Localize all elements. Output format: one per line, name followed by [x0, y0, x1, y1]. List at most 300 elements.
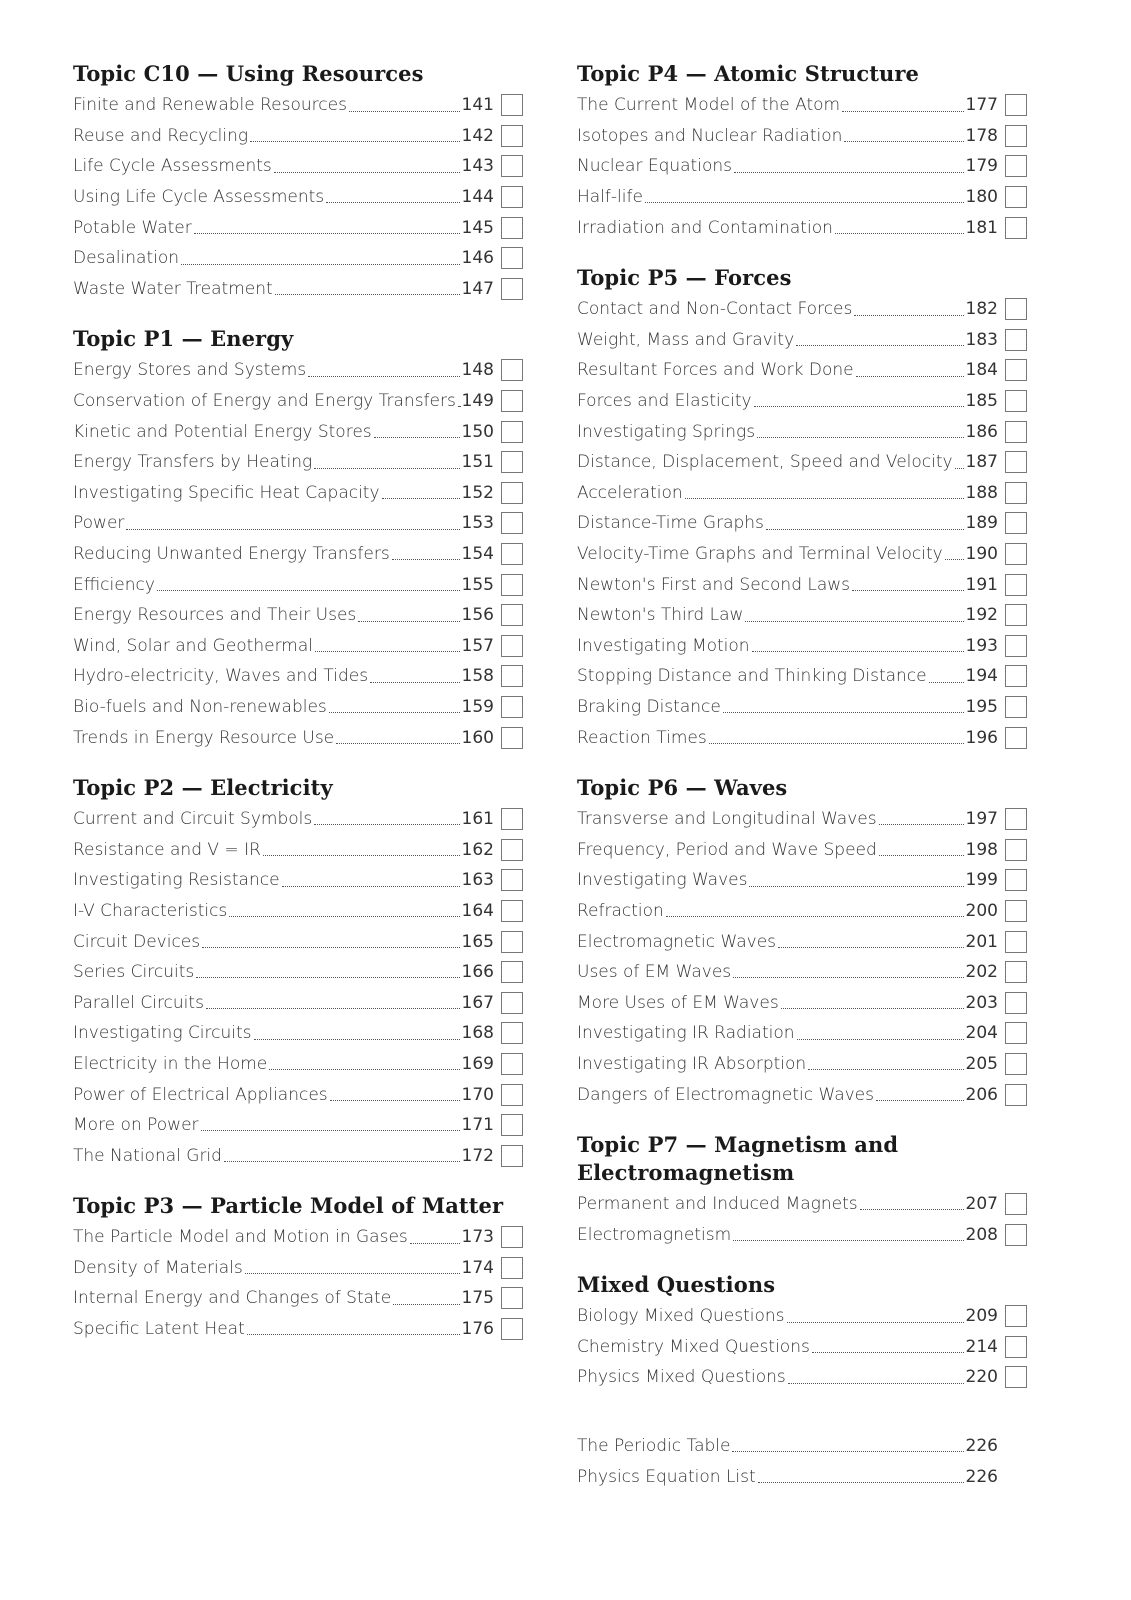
dot-leader — [382, 498, 460, 499]
entry-title: Life Cycle Assessments — [73, 156, 272, 177]
page-number: 189 — [965, 513, 998, 534]
dot-leader — [206, 1008, 460, 1009]
dot-leader — [392, 559, 460, 560]
dot-leader — [945, 559, 964, 560]
page-number: 202 — [965, 962, 998, 983]
progress-checkbox[interactable] — [1005, 727, 1027, 749]
topic-heading: Topic P2 — Electricity — [73, 774, 333, 800]
dot-leader — [749, 886, 963, 887]
progress-checkbox[interactable] — [501, 992, 523, 1014]
progress-checkbox[interactable] — [501, 512, 523, 534]
entry-title: Biology Mixed Questions — [577, 1306, 785, 1327]
progress-checkbox[interactable] — [1005, 1336, 1027, 1358]
progress-checkbox[interactable] — [501, 1084, 523, 1106]
entry-title: The National Grid — [73, 1145, 222, 1166]
dot-leader — [709, 743, 964, 744]
progress-checkbox[interactable] — [501, 1287, 523, 1309]
dot-leader — [194, 233, 460, 234]
progress-checkbox[interactable] — [1005, 604, 1027, 626]
dot-leader — [275, 294, 460, 295]
toc-entry — [577, 1332, 1027, 1363]
dot-leader — [835, 233, 964, 234]
progress-checkbox[interactable] — [501, 1114, 523, 1136]
page-number: 163 — [461, 870, 494, 891]
page-number: 156 — [461, 605, 494, 626]
dot-leader — [787, 1322, 964, 1323]
toc-entry — [73, 355, 523, 386]
page-number: 158 — [461, 666, 494, 687]
entry-title: Conservation of Energy and Energy Transfers — [73, 391, 456, 412]
entry-title: Wind, Solar and Geothermal — [73, 635, 313, 656]
entry-title: Nuclear Equations — [577, 156, 732, 177]
dot-leader — [326, 202, 459, 203]
dot-leader — [812, 1352, 964, 1353]
entry-title: Stopping Distance and Thinking Distance — [577, 666, 927, 687]
page-number: 168 — [461, 1023, 494, 1044]
progress-checkbox[interactable] — [1005, 451, 1027, 473]
progress-checkbox[interactable] — [501, 1145, 523, 1167]
page-number: 181 — [965, 217, 998, 238]
entry-title: Investigating Waves — [577, 870, 748, 891]
page-number: 144 — [461, 187, 494, 208]
progress-checkbox[interactable] — [501, 359, 523, 381]
page-number: 207 — [965, 1194, 998, 1215]
toc-entry — [577, 447, 1027, 478]
page-number: 200 — [965, 900, 998, 921]
toc-entry — [577, 121, 1027, 152]
progress-checkbox[interactable] — [1005, 1084, 1027, 1106]
entry-title: Velocity-Time Graphs and Terminal Velocity — [577, 544, 943, 565]
page-number: 154 — [461, 544, 494, 565]
entry-title: Distance, Displacement, Speed and Velocity — [577, 452, 953, 473]
toc-entry — [73, 90, 523, 121]
page-number: 180 — [965, 187, 998, 208]
page-number: 164 — [461, 900, 494, 921]
progress-checkbox[interactable] — [501, 1226, 523, 1248]
topic-heading: Topic P6 — Waves — [577, 774, 788, 800]
entry-title: Electricity in the Home — [73, 1053, 268, 1074]
page-number: 147 — [461, 278, 494, 299]
page-number: 165 — [461, 931, 494, 952]
topic-section — [577, 60, 1027, 243]
progress-checkbox[interactable] — [1005, 931, 1027, 953]
dot-leader — [766, 529, 964, 530]
dot-leader — [254, 1039, 460, 1040]
toc-entry — [577, 1219, 1027, 1250]
topic-section — [577, 774, 1027, 1110]
topic-heading: Topic P5 — Forces — [577, 264, 792, 290]
page-number: 188 — [965, 482, 998, 503]
progress-checkbox[interactable] — [501, 155, 523, 177]
progress-checkbox[interactable] — [501, 961, 523, 983]
toc-entry — [577, 1018, 1027, 1049]
entry-title: Electromagnetic Waves — [577, 931, 777, 952]
progress-checkbox[interactable] — [501, 94, 523, 116]
entry-title: Investigating Springs — [577, 421, 756, 442]
entry-title: Chemistry Mixed Questions — [577, 1336, 810, 1357]
entry-title: Distance-Time Graphs — [577, 513, 764, 534]
progress-checkbox[interactable] — [501, 808, 523, 830]
progress-checkbox[interactable] — [501, 543, 523, 565]
page-number: 146 — [461, 248, 494, 269]
page-number: 191 — [965, 574, 998, 595]
page-number: 150 — [461, 421, 494, 442]
progress-checkbox[interactable] — [501, 278, 523, 300]
right-column — [577, 60, 1027, 1513]
entry-title: Internal Energy and Changes of State — [73, 1288, 392, 1309]
entry-title: Power — [73, 513, 125, 534]
progress-checkbox[interactable] — [1005, 808, 1027, 830]
dot-leader — [274, 172, 460, 173]
toc-entry — [73, 1222, 523, 1253]
entry-title: Reaction Times — [577, 727, 707, 748]
entry-title: Efficiency — [73, 574, 155, 595]
entry-title: Waste Water Treatment — [73, 278, 273, 299]
entry-title: The Current Model of the Atom — [577, 95, 841, 116]
toc-entry — [73, 1314, 523, 1345]
progress-checkbox[interactable] — [501, 1257, 523, 1279]
progress-checkbox[interactable] — [501, 900, 523, 922]
entry-title: Investigating Resistance — [73, 870, 280, 891]
entry-title: Investigating Circuits — [73, 1023, 252, 1044]
toc-entry — [73, 274, 523, 305]
page-number: 198 — [965, 839, 998, 860]
toc-entry — [73, 804, 523, 835]
toc-entry — [73, 1049, 523, 1080]
page-number: 149 — [461, 391, 494, 412]
page-number: 193 — [965, 635, 998, 656]
page-number: 204 — [965, 1023, 998, 1044]
dot-leader — [754, 406, 964, 407]
entry-title: Investigating IR Absorption — [577, 1053, 807, 1074]
dot-leader — [666, 916, 964, 917]
progress-checkbox[interactable] — [1005, 1224, 1027, 1246]
dot-leader — [329, 712, 460, 713]
page-number: 148 — [461, 360, 494, 381]
progress-checkbox[interactable] — [1005, 1305, 1027, 1327]
toc-entry — [577, 355, 1027, 386]
progress-checkbox[interactable] — [501, 421, 523, 443]
progress-checkbox[interactable] — [1005, 155, 1027, 177]
toc-entry — [577, 1189, 1027, 1220]
page-number: 226 — [965, 1466, 998, 1487]
entry-title: Reuse and Recycling — [73, 125, 249, 146]
entry-title: Circuit Devices — [73, 931, 201, 952]
page-number: 203 — [965, 992, 998, 1013]
toc-entry — [577, 151, 1027, 182]
toc-entry — [73, 987, 523, 1018]
page-number: 141 — [461, 95, 494, 116]
topic-section — [577, 264, 1027, 753]
entry-title: Resistance and V = IR — [73, 839, 261, 860]
toc-entry — [577, 661, 1027, 692]
page-number: 214 — [965, 1336, 998, 1357]
progress-checkbox[interactable] — [1005, 94, 1027, 116]
entry-title: Resultant Forces and Work Done — [577, 360, 854, 381]
toc-entry — [577, 896, 1027, 927]
toc-entry — [577, 804, 1027, 835]
page-number: 173 — [461, 1227, 494, 1248]
dot-leader — [349, 111, 460, 112]
dot-leader — [330, 1100, 460, 1101]
dot-leader — [247, 1334, 460, 1335]
progress-checkbox[interactable] — [501, 217, 523, 239]
entry-title: Reducing Unwanted Energy Transfers — [73, 544, 390, 565]
dot-leader — [157, 590, 460, 591]
page-number: 169 — [461, 1053, 494, 1074]
dot-leader — [758, 1482, 964, 1483]
dot-leader — [196, 977, 459, 978]
topic-heading: Topic C10 — Using Resources — [73, 61, 424, 86]
dot-leader — [854, 315, 963, 316]
toc-entry — [577, 478, 1027, 509]
progress-checkbox[interactable] — [1005, 125, 1027, 147]
topic-heading: Topic P7 — Magnetism and Electromagnetism — [577, 1131, 899, 1185]
page-number: 153 — [461, 513, 494, 534]
dot-leader — [879, 855, 964, 856]
progress-checkbox[interactable] — [501, 1053, 523, 1075]
toc-entry — [73, 121, 523, 152]
toc-entry — [577, 90, 1027, 121]
dot-leader — [955, 468, 964, 469]
dot-leader — [929, 682, 964, 683]
dot-leader — [733, 1240, 963, 1241]
toc-entry — [73, 834, 523, 865]
entry-title: Transverse and Longitudinal Waves — [577, 809, 877, 830]
page-number: 171 — [461, 1115, 494, 1136]
toc-entry — [577, 865, 1027, 896]
dot-leader — [358, 621, 459, 622]
toc-entry — [73, 1283, 523, 1314]
entry-title: Series Circuits — [73, 962, 195, 983]
progress-checkbox[interactable] — [1005, 1053, 1027, 1075]
toc-entry — [577, 722, 1027, 753]
entry-title: I-V Characteristics — [73, 900, 228, 921]
toc-entry — [577, 1301, 1027, 1332]
page-number: 159 — [461, 696, 494, 717]
progress-checkbox[interactable] — [1005, 1022, 1027, 1044]
progress-checkbox[interactable] — [501, 604, 523, 626]
entry-title: Desalination — [73, 248, 180, 269]
entry-title: Newton's First and Second Laws — [577, 574, 851, 595]
progress-checkbox[interactable] — [1005, 839, 1027, 861]
toc-entry — [73, 243, 523, 274]
toc-entry — [577, 600, 1027, 631]
dot-leader — [370, 682, 459, 683]
entry-title: Refraction — [577, 900, 664, 921]
entry-title: Isotopes and Nuclear Radiation — [577, 125, 843, 146]
entry-title: Kinetic and Potential Energy Stores — [73, 421, 372, 442]
page-number: 192 — [965, 605, 998, 626]
progress-checkbox[interactable] — [1005, 543, 1027, 565]
dot-leader — [842, 111, 963, 112]
dot-leader — [860, 1209, 964, 1210]
dot-leader — [879, 824, 964, 825]
page-number: 184 — [965, 360, 998, 381]
progress-checkbox[interactable] — [501, 390, 523, 412]
progress-checkbox[interactable] — [1005, 635, 1027, 657]
dot-leader — [732, 1451, 963, 1452]
dot-leader — [645, 202, 964, 203]
progress-checkbox[interactable] — [1005, 961, 1027, 983]
progress-checkbox[interactable] — [501, 451, 523, 473]
progress-checkbox[interactable] — [1005, 1193, 1027, 1215]
page-number: 172 — [461, 1145, 494, 1166]
progress-checkbox[interactable] — [501, 186, 523, 208]
toc-entry — [577, 834, 1027, 865]
toc-entry — [577, 508, 1027, 539]
entry-title: Investigating Specific Heat Capacity — [73, 482, 380, 503]
progress-checkbox[interactable] — [501, 635, 523, 657]
toc-entry — [577, 386, 1027, 417]
toc-entry — [73, 1140, 523, 1171]
dot-leader — [796, 345, 963, 346]
page-number: 196 — [965, 727, 998, 748]
page-number: 199 — [965, 870, 998, 891]
entry-title: Power of Electrical Appliances — [73, 1084, 328, 1105]
progress-checkbox[interactable] — [501, 931, 523, 953]
entry-title: The Particle Model and Motion in Gases — [73, 1227, 408, 1248]
progress-checkbox[interactable] — [1005, 329, 1027, 351]
page-number: 162 — [461, 839, 494, 860]
page-number: 183 — [965, 329, 998, 350]
toc-entry — [73, 692, 523, 723]
toc-entry — [73, 1110, 523, 1141]
dot-leader — [269, 1069, 459, 1070]
page-number: 152 — [461, 482, 494, 503]
dot-leader — [410, 1243, 460, 1244]
progress-checkbox[interactable] — [1005, 298, 1027, 320]
dot-leader — [745, 621, 963, 622]
page-number: 161 — [461, 809, 494, 830]
entry-title: Permanent and Induced Magnets — [577, 1194, 858, 1215]
progress-checkbox[interactable] — [501, 727, 523, 749]
progress-checkbox[interactable] — [1005, 1366, 1027, 1388]
entry-title: Using Life Cycle Assessments — [73, 187, 325, 208]
progress-checkbox[interactable] — [501, 482, 523, 504]
topic-section — [73, 774, 523, 1171]
entry-title: Uses of EM Waves — [577, 962, 732, 983]
progress-checkbox[interactable] — [501, 247, 523, 269]
left-column — [73, 60, 523, 1365]
appendix-section — [577, 1431, 1027, 1492]
dot-leader — [250, 141, 459, 142]
topic-heading: Topic P1 — Energy — [73, 326, 294, 352]
page-number: 155 — [461, 574, 494, 595]
dot-leader — [685, 498, 964, 499]
page-number: 174 — [461, 1257, 494, 1278]
page-number: 182 — [965, 299, 998, 320]
page-number: 178 — [965, 125, 998, 146]
toc-entry — [73, 539, 523, 570]
page-number: 170 — [461, 1084, 494, 1105]
page-number: 201 — [965, 931, 998, 952]
page-number: 185 — [965, 391, 998, 412]
dot-leader — [308, 376, 459, 377]
page-number: 166 — [461, 962, 494, 983]
entry-title: Contact and Non-Contact Forces — [577, 299, 853, 320]
toc-entry — [73, 416, 523, 447]
dot-leader — [781, 1008, 964, 1009]
progress-checkbox[interactable] — [501, 839, 523, 861]
toc-entry — [73, 865, 523, 896]
toc-entry — [577, 539, 1027, 570]
dot-leader — [336, 743, 459, 744]
progress-checkbox[interactable] — [1005, 696, 1027, 718]
progress-checkbox[interactable] — [1005, 574, 1027, 596]
progress-checkbox[interactable] — [1005, 186, 1027, 208]
topic-section — [73, 325, 523, 753]
toc-entry — [73, 1079, 523, 1110]
progress-checkbox[interactable] — [1005, 217, 1027, 239]
progress-checkbox[interactable] — [501, 125, 523, 147]
progress-checkbox[interactable] — [1005, 869, 1027, 891]
dot-leader — [458, 406, 460, 407]
dot-leader — [808, 1069, 963, 1070]
entry-title: Hydro-electricity, Waves and Tides — [73, 666, 369, 687]
page-number: 187 — [965, 452, 998, 473]
progress-checkbox[interactable] — [501, 696, 523, 718]
progress-checkbox[interactable] — [1005, 512, 1027, 534]
progress-checkbox[interactable] — [1005, 665, 1027, 687]
progress-checkbox[interactable] — [1005, 482, 1027, 504]
toc-entry — [577, 957, 1027, 988]
dot-leader — [844, 141, 963, 142]
progress-checkbox[interactable] — [501, 1318, 523, 1340]
toc-entry — [73, 478, 523, 509]
toc-entry — [73, 896, 523, 927]
progress-checkbox[interactable] — [1005, 900, 1027, 922]
toc-entry — [577, 325, 1027, 356]
entry-title: Finite and Renewable Resources — [73, 95, 347, 116]
toc-entry — [73, 600, 523, 631]
progress-checkbox[interactable] — [501, 1022, 523, 1044]
toc-entry — [73, 508, 523, 539]
entry-title: Energy Resources and Their Uses — [73, 605, 357, 626]
entry-title: Trends in Energy Resource Use — [73, 727, 335, 748]
page-number: 142 — [461, 125, 494, 146]
entry-title: More on Power — [73, 1115, 199, 1136]
page-number: 208 — [965, 1224, 998, 1245]
entry-title: Parallel Circuits — [73, 992, 204, 1013]
progress-checkbox[interactable] — [501, 574, 523, 596]
toc-entry — [577, 1362, 1027, 1393]
topic-heading: Mixed Questions — [577, 1272, 776, 1297]
page-number: 195 — [965, 696, 998, 717]
toc-entry — [577, 1431, 1027, 1462]
toc-entry — [73, 151, 523, 182]
entry-title: Electromagnetism — [577, 1224, 732, 1245]
dot-leader — [315, 651, 460, 652]
progress-checkbox[interactable] — [1005, 992, 1027, 1014]
dot-leader — [374, 437, 460, 438]
page-number: 220 — [965, 1367, 998, 1388]
progress-checkbox[interactable] — [1005, 359, 1027, 381]
toc-entry — [73, 1253, 523, 1284]
entry-title: Investigating Motion — [577, 635, 750, 656]
page-number: 190 — [965, 544, 998, 565]
page-number: 145 — [461, 217, 494, 238]
toc-entry — [577, 926, 1027, 957]
page-number: 151 — [461, 452, 494, 473]
progress-checkbox[interactable] — [501, 665, 523, 687]
progress-checkbox[interactable] — [501, 869, 523, 891]
entry-title: Energy Stores and Systems — [73, 360, 307, 381]
progress-checkbox[interactable] — [1005, 390, 1027, 412]
page-number: 209 — [965, 1306, 998, 1327]
progress-checkbox[interactable] — [1005, 421, 1027, 443]
toc-entry — [73, 212, 523, 243]
